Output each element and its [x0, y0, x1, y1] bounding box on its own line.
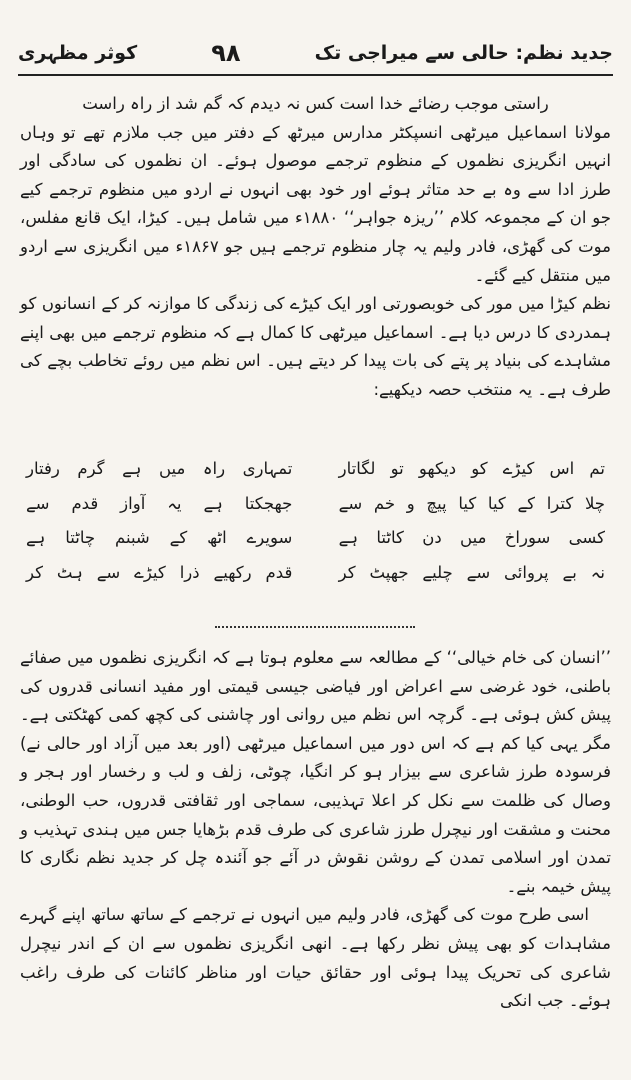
poem-verse [26, 556, 605, 591]
page-number: ۹۸ [211, 39, 241, 67]
paragraph: مولانا اسماعیل میرٹھی انسپکٹر مدارس میرٹھ کے دفتر میں جب ملازم تھے تو وہاں انہیں انگریزی نظموں کے منظوم ترجمے موصول ہوئے۔ ان نظموں کی سادگی اور طرز ادا سے وہ بے حد متاثر ہوئے اور خود بھی انہوں نے اردو میں منظوم ترجمے کیے جو ان کے مجموعہ کلام ’’ریزہ جواہر‘‘ ۱۸۸۰ء میں شامل ہیں۔ کیڑا، ایک قانع مفلس، موت کی گھڑی، فادر ولیم یہ چار منظوم ترجمے ہیں جو ۱۸۶۷ء میں انگریزی سے اردو میں منتقل کیے گئے۔ [20, 122, 611, 285]
book-title: جدید نظم: حالی سے میراجی تک [314, 42, 613, 64]
page-header [18, 30, 613, 76]
paragraph: ’’انسان کی خام خیالی‘‘ کے مطالعہ سے معلوم ہوتا ہے کہ انگریزی نظموں میں صفائے باطنی، خود غرضی سے اعراض اور فیاضی جیسی قیمتی اور مفید انسانی قدروں کی پیش کش ہوئی ہے۔ گرچہ اس نظم میں روانی اور چاشنی کی کچھ کمی کھٹکتی ہے۔ مگر یہی کیا کم ہے کہ اس دور میں اسماعیل میرٹھی (اور بعد میں آزاد اور حالی نے) فرسودہ طرز شاعری سے بیزار ہو کر انگیا، چوٹی، زلف و لب و رخسار اور ہجر و وصال کی ظلمت سے نکل کر اعلا تہذیبی، سماجی اور ثقافتی قدروں، حب الوطنی، محنت و مشقت اور نیچرل طرز شاعری کی طرف قدم بڑھایا جس میں ہندی تہذیب و تمدن اور اسلامی تمدن کے روشن نقوش در آئے جو آئندہ چل کر جدید نظم نگاری کا پیش خیمہ بنے۔ [20, 648, 611, 896]
poem-line: تم اس کیڑے کو دیکھو تو لگاتار [338, 459, 605, 478]
poem-line: قدم رکھیے ذرا کیڑے سے ہٹ کر [26, 562, 293, 582]
header-rule [18, 74, 613, 76]
poem-line: نہ بے پروائی سے چلیے جھپٹ کر [338, 562, 605, 582]
paragraph: نظم کیڑا میں مور کی خوبصورتی اور ایک کیڑے کی زندگی کا موازنہ کر کے انسانوں کو ہمدردی کا درس دیا ہے۔ اسماعیل میرٹھی کا کمال ہے کہ منظوم ترجمے میں بھی اپنے مشاہدے کی بنیاد پر پتے کی بات پیدا کر دیتے ہیں۔ اس نظم میں روئے تخاطب بچے کی طرف ہے۔ یہ منتخب حصہ دیکھیے: [20, 294, 611, 399]
poem-excerpt [26, 452, 605, 590]
poem-verse [26, 452, 605, 487]
author-name: کوثر مظہری [18, 42, 138, 64]
poem-line: تمہاری راہ میں ہے گرم رفتار [26, 459, 293, 478]
text-block-bottom [20, 644, 611, 1016]
poem-verse [26, 521, 605, 556]
poem-line: جھجکتا ہے یہ آواز قدم سے [26, 493, 293, 513]
paragraph: اسی طرح موت کی گھڑی، فادر ولیم میں انہوں نے ترجمے کے ساتھ ساتھ اپنے گہرے مشاہدات کو بھی پیش نظر رکھا ہے۔ انھی انگریزی نظموں سے ان کے اندر نیچرل شاعری کی تحریک پیدا ہوئی اور حقائق حیات اور مناظر کائنات کی طرف راغب ہوئے۔ جب انکی [20, 905, 611, 1011]
section-separator [215, 626, 415, 628]
text-block-top [20, 90, 611, 405]
persian-verse-line: راستی موجب رضائے خدا است کس نہ دیدم کہ گم شد از راہ راست [82, 94, 549, 113]
poem-line: سویرے اٹھ کے شبنم چاٹتا ہے [26, 528, 293, 547]
poem-verse [26, 487, 605, 522]
poem-line: کسی سوراخ میں دن کاٹتا ہے [338, 528, 605, 547]
poem-line: چلا کترا کے کیا کیا پیچ و خم سے [338, 493, 605, 513]
